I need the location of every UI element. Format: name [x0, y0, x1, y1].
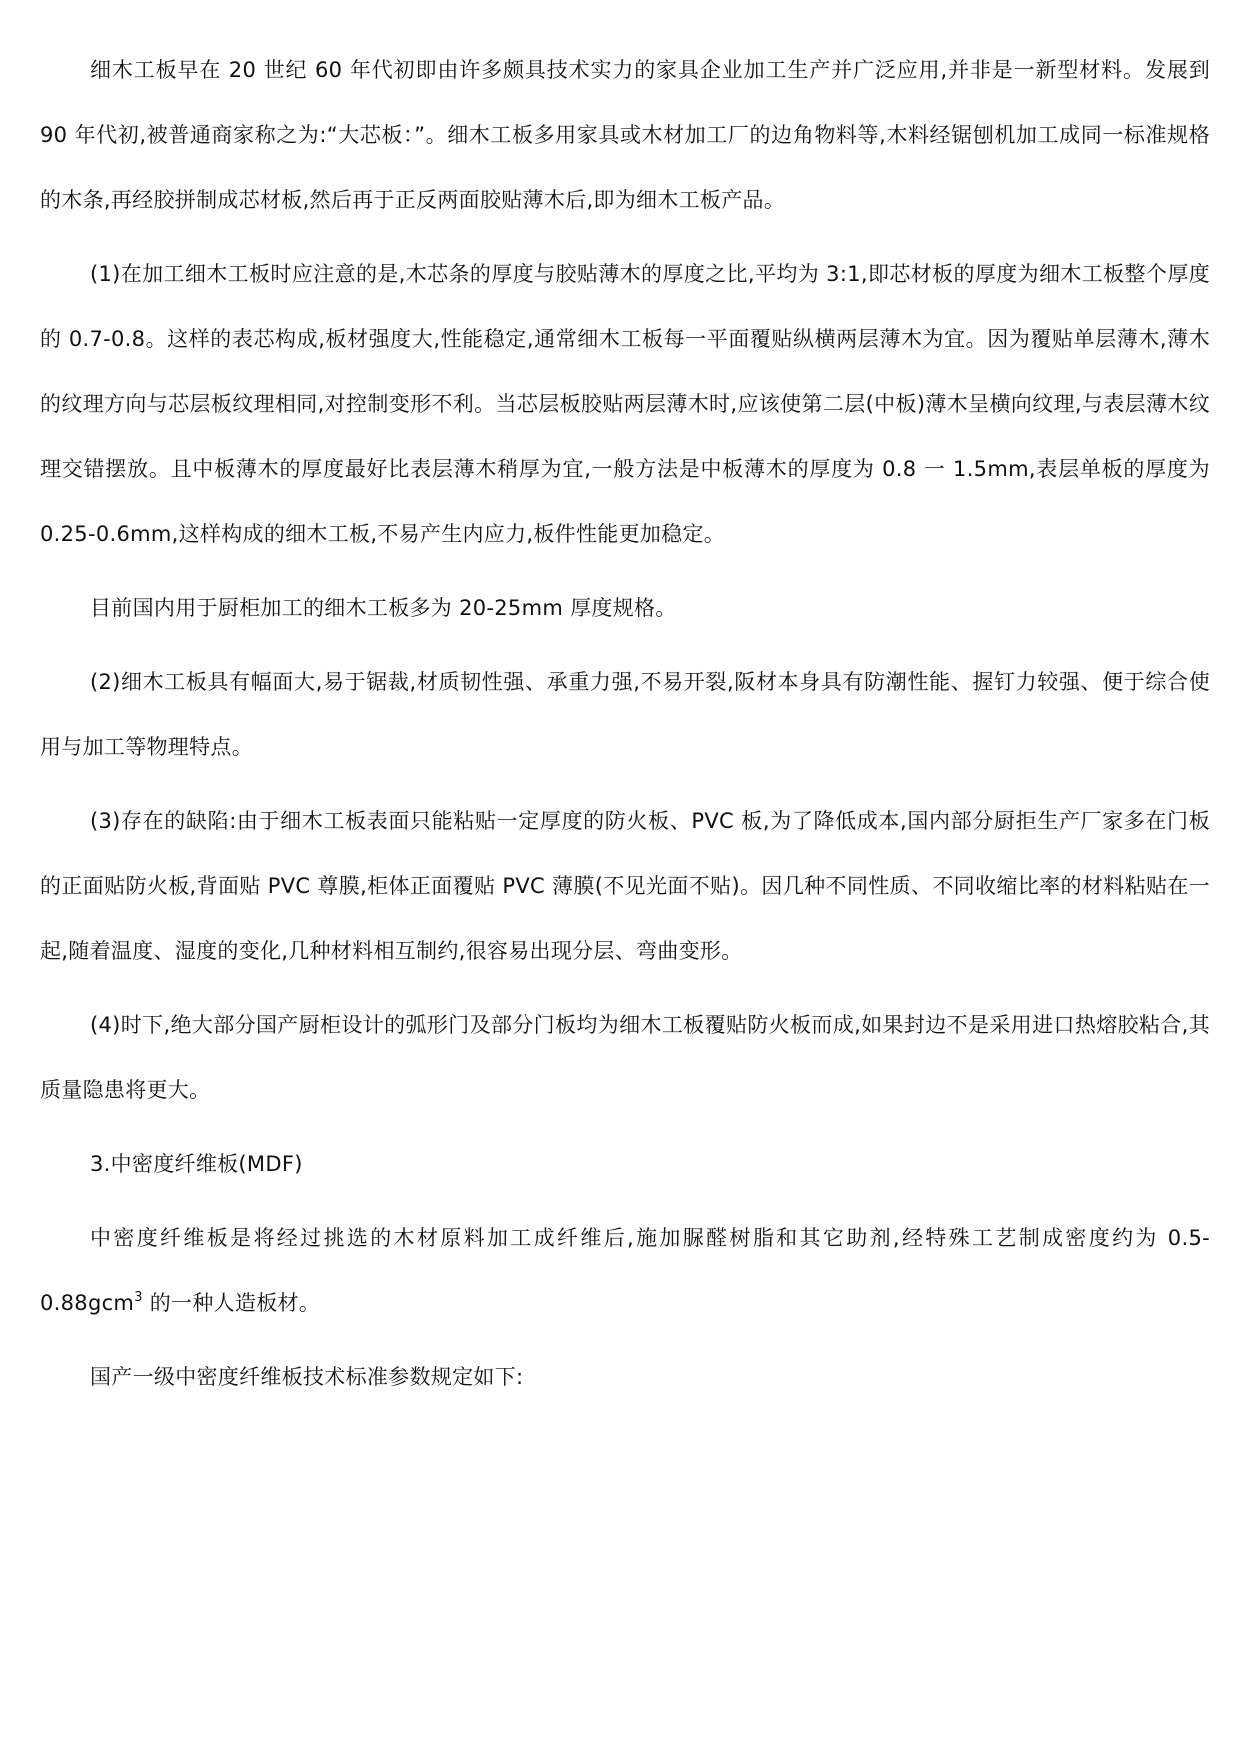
paragraph-point-2: (2)细木工板具有幅面大,易于锯裁,材质韧性强、承重力强,不易开裂,阪材本身具有防潮性能、握钉力较强、便于综合使用与加工等物理特点。 [40, 670, 1210, 759]
section-heading-mdf: 3.中密度纤维板(MDF) [90, 1152, 303, 1176]
document-page [40, 38, 1210, 1410]
mdf-text-after: 的一种人造板材。 [142, 1291, 321, 1315]
paragraph-point-3: (3)存在的缺陷:由于细木工板表面只能粘贴一定厚度的防火板、PVC 板,为了降低成本,国内部分厨拒生产厂家多在门板的正面贴防火板,背面贴 PVC 尊膜,柜体正面覆贴 PVC 薄膜(不见光面不贴)。因几种不同性质、不同收缩比率的材料粘贴在一起,随着温度、湿度的变化,几种材料相互制约,很容易出现分层、弯曲变形。 [40, 809, 1210, 963]
paragraph-blockboard-intro: 细木工板早在 20 世纪 60 年代初即由许多颇具技术实力的家具企业加工生产并广泛应用,并非是一新型材料。发展到 90 年代初,被普通商家称之为:“大芯板：”。细木工板多用家具或木材加工厂的边角物料等,木料经锯刨机加工成同一标准规格的木条,再经胶拼制成芯材板,然后再于正反两面胶贴薄木后,即为细木工板产品。 [40, 58, 1210, 212]
paragraph-point-4: (4)时下,绝大部分国产厨柜设计的弧形门及部分门板均为细木工板覆贴防火板而成,如果封边不是采用进口热熔胶粘合,其质量隐患将更大。 [40, 1013, 1210, 1102]
paragraph-point-1: (1)在加工细木工板时应注意的是,木芯条的厚度与胶贴薄木的厚度之比,平均为 3:1,即芯材板的厚度为细木工板整个厚度的 0.7-0.8。这样的表芯构成,板材强度大,性能稳定,通常细木工板每一平面覆贴纵横两层薄木为宜。因为覆贴单层薄木,薄木的纹理方向与芯层板纹理相同,对控制变形不利。当芯层板胶贴两层薄木时,应该使第二层(中板)薄木呈横向纹理,与表层薄木纹理交错摆放。且中板薄木的厚度最好比表层薄木稍厚为宜,一般方法是中板薄木的厚度为 0.8 一 1.5mm,表层单板的厚度为 0.25-0.6mm,这样构成的细木工板,不易产生内应力,板件性能更加稳定。 [40, 262, 1210, 546]
paragraph-thickness-spec: 目前国内用于厨柜加工的细木工板多为 20-25mm 厚度规格。 [90, 596, 677, 620]
mdf-text-before: 中密度纤维板是将经过挑选的木材原料加工成纤维后,施加脲醛树脂和其它助剂,经特殊工艺制成密度约为 0.5-0.88gcm [40, 1226, 1210, 1315]
paragraph-standard-params: 国产一级中密度纤维板技术标准参数规定如下: [90, 1365, 524, 1389]
mdf-superscript: 3 [134, 1290, 143, 1305]
paragraph-mdf-definition [40, 1206, 1210, 1336]
